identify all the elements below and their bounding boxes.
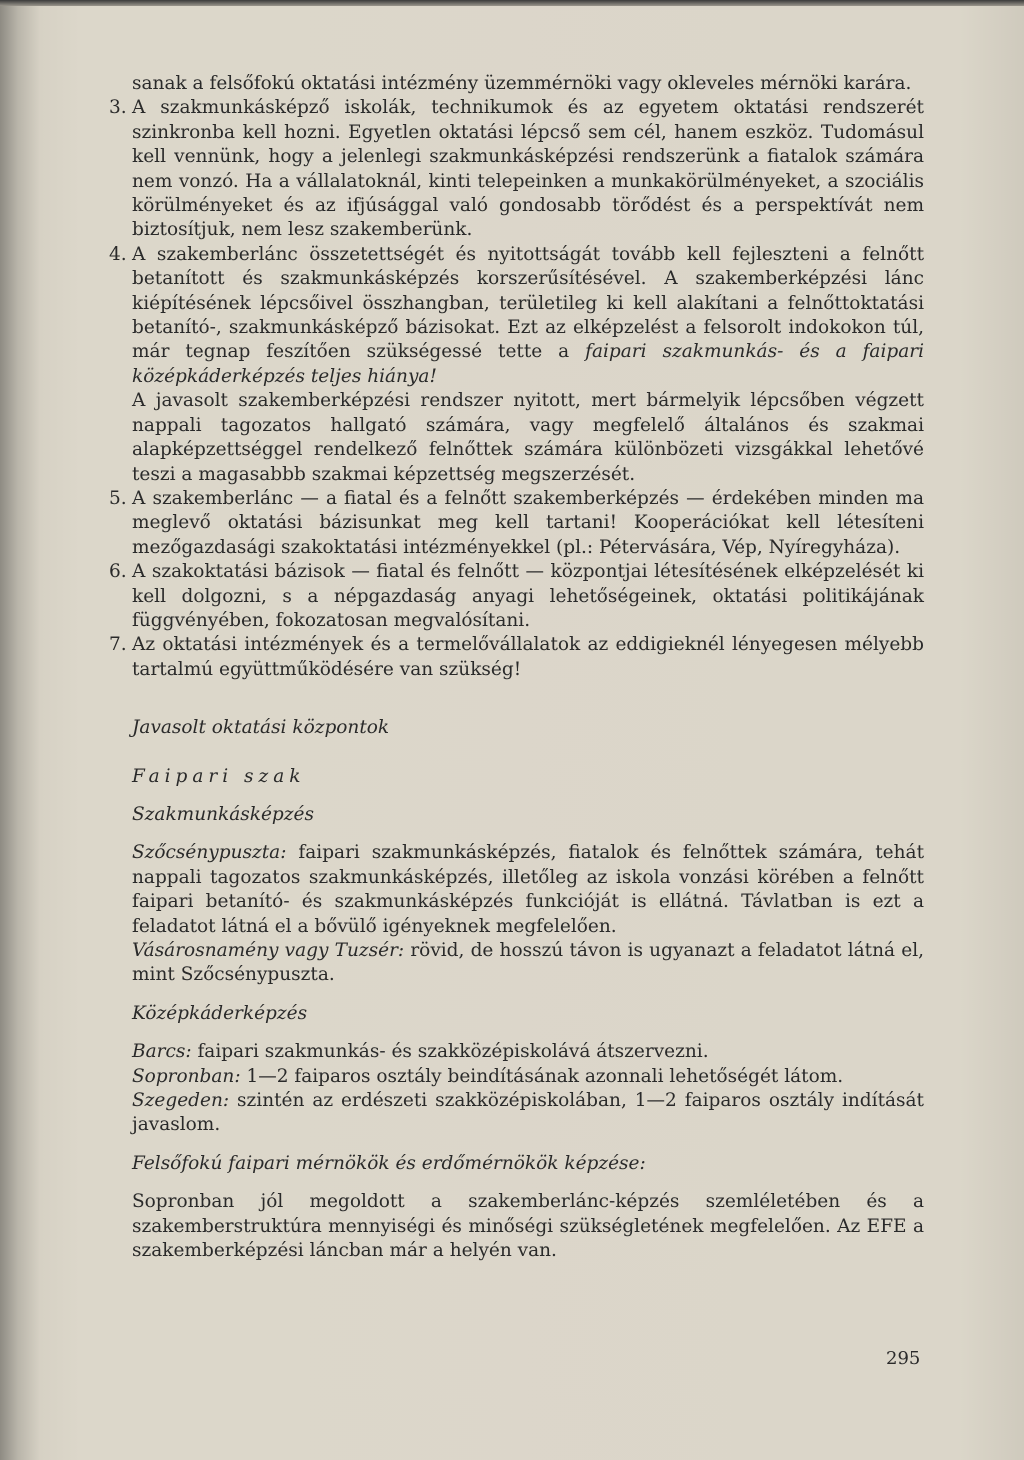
list-item (109, 633, 924, 682)
list-item (109, 487, 924, 560)
location-name: Szőcsénypuszta: (132, 842, 287, 864)
location-text: rövid, de hosszú távon is ugyanazt a feladatot látná el, mint Szőcsénypuszta. (132, 940, 924, 986)
spacer (132, 682, 924, 716)
subsection-heading: Középkáderképzés (132, 1002, 308, 1024)
location-name: Szegeden: (132, 1090, 230, 1112)
item-number: 4. (109, 243, 127, 265)
spacer (132, 988, 924, 1002)
item-subparagraph: A javasolt szakemberképzési rendszer nyitott, mert bármelyik lépcsőben végzett nappali tagozatos hallgató számára, vagy megfelelő általános és szakmai alapképzettséggel rendelkező felnőttek számára különbözeti vizsgákkal lehetővé teszi a magasabbb szakmai képzettség megszerzését. (132, 390, 924, 485)
list-item (109, 560, 924, 633)
section-heading: Javasolt oktatási központok (132, 717, 390, 739)
item-number: 6. (109, 561, 127, 583)
page-top-edge (0, 0, 1024, 6)
location-paragraph (132, 1089, 924, 1138)
location-paragraph (132, 1065, 924, 1089)
spacer (132, 789, 924, 803)
item-text: A szakemberlánc összetettségét és nyitottságát tovább kell fejleszteni a felnőtt betanított és szakmunkásképzés korszerűsítésével. A szakemberképzési lánc kiépítésének lépcsőivel összhangban, területileg ki kell alakítani a felnőttoktatási betanító-, szakmunkásképző bázisokat. Ezt az elképzelést a felsorolt indokokon túl, már tegnap feszítően szükségessé tette a (132, 243, 924, 363)
page-content (109, 72, 924, 1263)
list-item (109, 243, 924, 487)
item-emphasis: faipari szakmunkás- és a faipari középkáderképzés teljes hiánya! (132, 341, 924, 387)
page-number: 295 (886, 1348, 921, 1369)
location-name: Vásárosnamény vagy Tuzsér: (132, 940, 405, 961)
item-text: A szakmunkásképző iskolák, technikumok és az egyetem oktatási rendszerét szinkronba kell hozni. Egyetlen oktatási lépcső sem cél, hanem eszköz. Tudomásul kell vennünk, hogy a jelenlegi szakmunkásképzési rendszerünk a fiatalok számára nem vonzó. Ha a vállalatoknál, kinti telepeinken a munkakörülményeket, a szociális körülményeket és az ifjúsággal való gondosabb törődést és a perspektívát nem biztosítjuk, nem lesz szakemberünk. (132, 97, 924, 241)
item-text: A szakemberlánc — a fiatal és a felnőtt szakemberképzés — érdekében minden ma meglevő oktatási bázisunkat meg kell tartani! Kooperációkat kell létesíteni mezőgazdasági szakoktatási intézményekkel (pl.: Pétervására, Vép, Nyíregyháza). (132, 487, 924, 558)
spacer (132, 1176, 924, 1190)
location-name: Sopronban: (132, 1065, 241, 1087)
subsection-heading: Felsőfokú faipari mérnökök és erdőmérnökök képzése: (132, 1152, 646, 1174)
closing-paragraph: Sopronban jól megoldott a szakemberlánc-képzés szemléletében és a szakemberstruktúra mennyiségi és minőségi szükségletének megfelelően. Az EFE a szakemberképzési láncban már a helyén van. (132, 1191, 924, 1262)
location-paragraph (132, 939, 924, 988)
spacer (132, 1138, 924, 1152)
subsection-heading: Faipari szak (132, 765, 306, 787)
item-number: 5. (109, 487, 127, 509)
list-item (109, 96, 924, 242)
location-paragraph (132, 841, 924, 939)
location-text: faipari szakmunkás- és szakközépiskolává átszervezni. (191, 1041, 709, 1063)
subsection-heading: Szakmunkásképzés (132, 803, 314, 825)
spacer (132, 741, 924, 765)
location-text: 1—2 faiparos osztály beindításának azonnali lehetőségét látom. (240, 1065, 844, 1087)
location-text: faipari szakmunkásképzés, fiatalok és felnőttek számára, tehát nappali tagozatos szakmunkásképzés, illetőleg az iskola vonzási körében a felnőtt faipari betanító- és szakmunkásképzés funkcióját is ellátná. Távlatban is ezt a feladatot látná el a bővülő igényeknek megfelelően. (132, 842, 924, 937)
numbered-list (109, 96, 924, 682)
item-text: Az oktatási intézmények és a termelővállalatok az eddigieknél lényegesen mélyebb tartalmú együttműködésére van szükség! (132, 634, 924, 680)
item-text: A szakoktatási bázisok — fiatal és felnőtt — központjai létesítésének elképzelését ki kell dolgozni, s a népgazdaság anyagi lehetőségeinek, oktatási politikájának függvényében, fokozatosan megvalósítani. (132, 561, 924, 631)
spacer (132, 1026, 924, 1040)
location-name: Barcs: (132, 1041, 192, 1063)
location-paragraph (132, 1040, 924, 1064)
spacer (132, 827, 924, 841)
item-number: 7. (109, 634, 127, 656)
item-number: 3. (109, 97, 127, 119)
intro-paragraph: sanak a felsőfokú oktatási intézmény üzemmérnöki vagy okleveles mérnöki karára. (132, 73, 912, 94)
location-text: szintén az erdészeti szakközépiskolában, 1—2 faiparos osztály indítását javaslom. (132, 1090, 924, 1136)
